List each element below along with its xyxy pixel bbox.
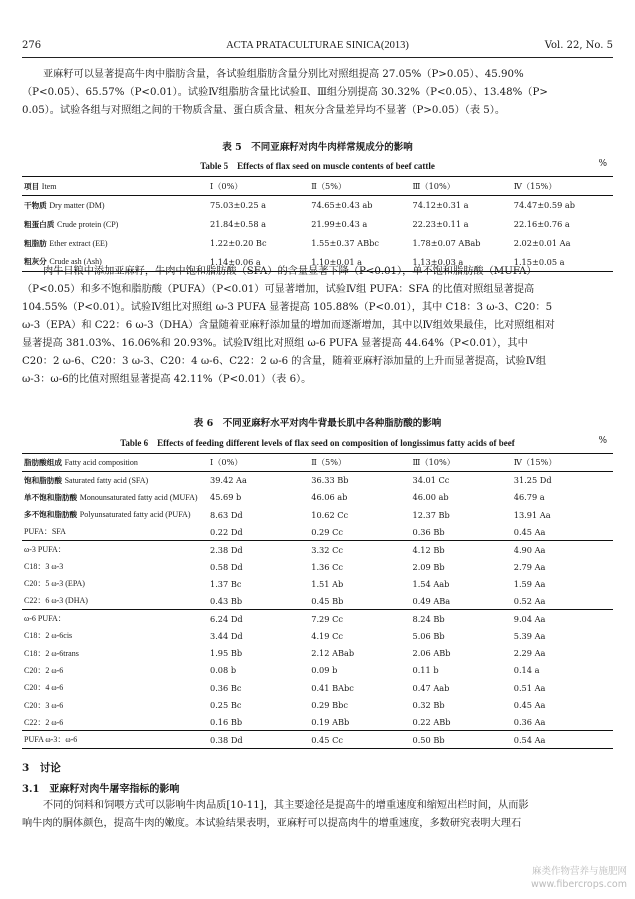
table5-unit: % xyxy=(598,159,607,169)
value-cell: 0.11 b xyxy=(412,665,439,676)
value-cell: 74.47±0.59 ab xyxy=(513,200,576,211)
value-cell: 1.15±0.05 a xyxy=(513,256,565,267)
value-cell: 5.39 Aa xyxy=(513,630,546,641)
value-cell: 1.59 Aa xyxy=(513,578,546,589)
row-label-cn: 多不饱和脂肪酸 xyxy=(24,510,78,520)
table-row xyxy=(22,489,613,506)
row-label-en: ω-6 PUFA： xyxy=(24,614,66,624)
row-label-cn: 粗脂肪 xyxy=(24,238,47,248)
text-line: 0.05）。试验各组与对照组之间的干物质含量、蛋白质含量、粗灰分含量差异均不显著（P>0.05）（表 5）。 xyxy=(22,105,506,116)
value-cell: 22.23±0.11 a xyxy=(412,219,469,229)
value-cell: 75.03±0.25 a xyxy=(210,200,267,211)
value-cell: 1.36 Cc xyxy=(311,561,343,572)
paragraph-flax-fat xyxy=(22,66,613,120)
table6-item-header xyxy=(22,454,208,472)
row-label-cn: 干物质 xyxy=(24,200,47,210)
value-cell: 2.06 ABb xyxy=(412,648,451,659)
row-label-en: Saturated fatty acid (SFA) xyxy=(64,475,149,485)
row-label-cn: 粗灰分 xyxy=(24,257,47,267)
value-cell: 8.63 Dd xyxy=(210,509,243,520)
value-cell: 1.10±0.01 a xyxy=(311,256,363,267)
table-row xyxy=(22,627,613,644)
row-label-cn: 饱和脂肪酸 xyxy=(24,475,62,485)
row-label-cell xyxy=(22,662,208,679)
watermark xyxy=(531,865,627,891)
row-label-en: PUFA ω-3：ω-6 xyxy=(24,735,78,745)
volume-info: Vol. 22, No. 5 xyxy=(544,40,613,51)
value-cell: 0.09 b xyxy=(311,665,338,676)
row-label-cell xyxy=(22,489,208,506)
text-line: 肉牛日粮中添加亚麻籽，牛肉中饱和脂肪酸（SFA）的含量显著下降（P<0.01），单不饱和脂肪酸（MUFA） xyxy=(43,266,537,277)
value-cell: 1.37 Bc xyxy=(210,578,242,589)
row-label-en: C18：2 ω-6trans xyxy=(24,648,79,658)
value-cell: 8.24 Bb xyxy=(412,613,445,624)
col-header: Ⅳ（15%） xyxy=(513,180,557,191)
row-label-cell xyxy=(22,627,208,644)
value-cell: 0.14 a xyxy=(513,665,540,676)
value-cell: 36.33 Bb xyxy=(311,475,349,486)
row-label-en: PUFA：SFA xyxy=(24,527,66,537)
table-row xyxy=(22,714,613,731)
value-cell: 31.25 Dd xyxy=(513,475,552,486)
row-label-cell xyxy=(22,558,208,575)
running-header xyxy=(22,40,613,54)
value-cell: 9.04 Aa xyxy=(513,613,546,624)
row-label-cell xyxy=(22,215,208,234)
table-row xyxy=(22,679,613,696)
row-label-cell xyxy=(22,644,208,661)
value-cell: 2.12 ABab xyxy=(311,648,355,659)
value-cell: 6.24 Dd xyxy=(210,613,243,624)
text-line: 不同的饲料和饲喂方式可以影响牛肉品质[10-11]，其主要途径是提高牛的增重速度和缩短出栏时间，从而影 xyxy=(43,800,529,811)
value-cell: 4.19 Cc xyxy=(311,630,343,641)
row-label-en: C18：2 ω-6cis xyxy=(24,631,73,641)
value-cell: 5.06 Bb xyxy=(412,630,445,641)
table-row xyxy=(22,662,613,679)
value-cell: 0.22 Dd xyxy=(210,526,243,537)
table-row xyxy=(22,215,613,234)
row-label-cell xyxy=(22,234,208,253)
value-cell: 46.00 ab xyxy=(412,492,449,503)
subsection-heading: 3.1 亚麻籽对肉牛屠宰指标的影响 xyxy=(22,784,180,795)
section-heading-discussion: 3 讨论 xyxy=(22,762,61,774)
watermark-line: www.fibercrops.com xyxy=(530,879,627,890)
value-cell: 2.09 Bb xyxy=(412,561,445,572)
paragraph-discussion xyxy=(22,797,613,833)
value-cell: 0.58 Dd xyxy=(210,561,243,572)
row-label-en: Dry matter (DM) xyxy=(49,200,105,210)
value-cell: 0.47 Aab xyxy=(412,682,450,693)
value-cell: 3.44 Dd xyxy=(210,630,243,641)
row-label-cell xyxy=(22,541,208,558)
value-cell: 45.69 b xyxy=(210,492,242,503)
value-cell: 46.06 ab xyxy=(311,492,348,503)
row-label-en: Crude protein (CP) xyxy=(56,219,119,229)
item-header-en: Item xyxy=(41,181,57,191)
table-row xyxy=(22,575,613,592)
journal-title: ACTA PRATACULTURAE SINICA(2013) xyxy=(226,40,409,51)
value-cell: 22.16±0.76 a xyxy=(513,219,570,229)
value-cell: 21.84±0.58 a xyxy=(210,219,267,229)
value-cell: 0.19 ABb xyxy=(311,717,350,728)
value-cell: 74.12±0.31 a xyxy=(412,200,469,211)
table-row xyxy=(22,644,613,661)
table5-header-row xyxy=(22,177,613,196)
value-cell: 0.38 Dd xyxy=(210,734,243,745)
value-cell: 0.16 Bb xyxy=(210,717,243,728)
table6-caption-en: Table 6 Effects of feeding different levels of flax seed on composition of longissimus fatty acids of beef xyxy=(120,438,515,448)
value-cell: 1.55±0.37 ABbc xyxy=(311,238,379,248)
row-label-en: ω-3 PUFA： xyxy=(24,545,66,555)
item-header-en: Fatty acid composition xyxy=(64,458,138,467)
text-line: （P<0.05）和多不饱和脂肪酸（PUFA）（P<0.01）可显著增加，试验Ⅳ组 PUFA：SFA 的比值对照组显著提高 xyxy=(22,284,535,295)
row-label-cell xyxy=(22,506,208,523)
text-line: 显著提高 381.03%、16.06%和 20.93%。试验Ⅳ组比对照组 ω-6 PUFA 显著提高 44.64%（P<0.01），其中 xyxy=(22,338,528,349)
value-cell: 0.50 Bb xyxy=(412,734,445,745)
value-cell: 0.51 Aa xyxy=(513,682,546,693)
value-cell: 0.36 Bc xyxy=(210,682,242,693)
row-label-cell xyxy=(22,575,208,592)
row-label-cell xyxy=(22,610,208,627)
value-cell: 3.32 Cc xyxy=(311,544,343,555)
value-cell: 0.32 Bb xyxy=(412,700,445,710)
row-label-cell xyxy=(22,679,208,696)
row-label-en: C20：3 ω-6 xyxy=(24,700,64,710)
table-row xyxy=(22,696,613,713)
row-label-en: C22：2 ω-6 xyxy=(24,717,64,727)
text-line: 亚麻籽可以显著提高牛肉中脂肪含量，各试验组脂肪含量分别比对照组提高 27.05%（P>0.05）、45.90% xyxy=(43,69,524,80)
value-cell: 39.42 Aa xyxy=(210,475,247,486)
value-cell: 0.22 ABb xyxy=(412,717,451,728)
table6 xyxy=(22,453,613,749)
value-cell: 74.65±0.43 ab xyxy=(311,200,373,211)
value-cell: 1.95 Bb xyxy=(210,648,243,659)
value-cell: 1.54 Aab xyxy=(412,578,450,589)
row-label-en: C20：4 ω-6 xyxy=(24,683,64,693)
value-cell: 0.29 Bbc xyxy=(311,700,348,710)
table6-caption-cn: 表 6 不同亚麻籽水平对肉牛背最长肌中各种脂肪酸的影响 xyxy=(193,418,442,429)
value-cell: 12.37 Bb xyxy=(412,509,450,520)
value-cell: 0.45 Aa xyxy=(513,526,546,537)
row-label-en: Ether extract (EE) xyxy=(49,238,108,248)
row-label-cell xyxy=(22,523,208,540)
value-cell: 0.52 Aa xyxy=(513,595,546,606)
row-label-cell xyxy=(22,731,208,748)
col-header: Ⅲ（10%） xyxy=(412,180,455,191)
text-line: C20：2 ω-6、C20：3 ω-3、C20：4 ω-6、C22：2 ω-6 的含量，随着亚麻籽添加量的上升而显著提高，试验Ⅳ组 xyxy=(22,356,547,367)
col-header: Ⅲ（10%） xyxy=(412,457,455,467)
row-label-en: Monounsaturated fatty acid (MUFA) xyxy=(79,492,198,502)
value-cell: 46.79 a xyxy=(513,492,545,503)
value-cell: 0.36 Bb xyxy=(412,526,445,537)
text-line: （P<0.05）、65.57%（P<0.01）。试验Ⅳ组脂肪含量比试验Ⅱ、Ⅲ组分别提高 30.32%（P<0.05）、13.48%（P> xyxy=(22,87,548,98)
col-header: Ⅳ（15%） xyxy=(513,457,557,467)
value-cell: 0.25 Bc xyxy=(210,700,242,710)
value-cell: 0.29 Cc xyxy=(311,526,343,537)
row-label-cn: 粗蛋白质 xyxy=(24,219,55,229)
value-cell: 0.08 b xyxy=(210,665,237,676)
row-label-cn: 单不饱和脂肪酸 xyxy=(24,492,78,502)
row-label-cell xyxy=(22,593,208,610)
table5 xyxy=(22,176,613,272)
value-cell: 1.78±0.07 ABab xyxy=(412,238,481,248)
header-rule xyxy=(22,57,613,58)
value-cell: 1.22±0.20 Bc xyxy=(210,238,267,248)
value-cell: 2.02±0.01 Aa xyxy=(513,238,571,248)
value-cell: 2.38 Dd xyxy=(210,544,243,555)
table6-body xyxy=(22,472,613,749)
col-header: Ⅱ（5%） xyxy=(311,457,347,467)
table5-item-header xyxy=(22,177,208,196)
text-line: 104.55%（P<0.01）。试验Ⅳ组比对照组 ω-3 PUFA 显著提高 105.88%（P<0.01），其中 C18：3 ω-3、C20：5 xyxy=(22,302,553,313)
item-header-cn: 脂肪酸组成 xyxy=(24,458,62,467)
row-label-en: C18：3 ω-3 xyxy=(24,562,64,572)
value-cell: 0.36 Aa xyxy=(513,717,546,728)
table-row xyxy=(22,558,613,575)
row-label-en: Crude ash (Ash) xyxy=(49,257,102,267)
value-cell: 2.79 Aa xyxy=(513,561,546,572)
item-header-cn: 项目 xyxy=(24,181,40,191)
row-label-en: Polyunsaturated fatty acid (PUFA) xyxy=(79,510,191,520)
table-row xyxy=(22,731,613,748)
value-cell: 0.41 BAbc xyxy=(311,682,354,693)
col-header: Ⅱ（5%） xyxy=(311,180,347,191)
table5-caption-cn: 表 5 不同亚麻籽对肉牛肉样常规成分的影响 xyxy=(222,142,413,153)
table-row xyxy=(22,196,613,215)
value-cell: 4.90 Aa xyxy=(513,544,546,555)
value-cell: 0.43 Bb xyxy=(210,595,243,606)
col-header: Ⅰ（0%） xyxy=(210,180,243,191)
value-cell: 13.91 Aa xyxy=(513,509,551,520)
table-row xyxy=(22,523,613,540)
value-cell: 21.99±0.43 a xyxy=(311,219,368,229)
table-row xyxy=(22,472,613,489)
table6-header-row xyxy=(22,454,613,472)
table-row xyxy=(22,234,613,253)
row-label-cell xyxy=(22,696,208,713)
row-label-en: C22：6 ω-3 (DHA) xyxy=(24,596,88,606)
value-cell: 1.51 Ab xyxy=(311,578,344,589)
value-cell: 34.01 Cc xyxy=(412,475,450,486)
text-line: 响牛肉的胴体颜色，提高牛肉的嫩度。本试验结果表明，亚麻籽可以提高肉牛的增重速度，多数研究表明大理石 xyxy=(22,818,522,829)
value-cell: 0.45 Bb xyxy=(311,595,344,606)
table5-caption-en: Table 5 Effects of flax seed on muscle contents of beef cattle xyxy=(200,161,435,171)
row-label-cell xyxy=(22,714,208,731)
paragraph-fatty-acids xyxy=(22,263,613,389)
value-cell: 2.29 Aa xyxy=(513,648,546,659)
page-number: 276 xyxy=(22,40,42,51)
table-row xyxy=(22,541,613,558)
table-row xyxy=(22,610,613,627)
table-row xyxy=(22,593,613,610)
value-cell: 7.29 Cc xyxy=(311,613,343,624)
table-row xyxy=(22,506,613,523)
table6-unit: % xyxy=(598,436,607,446)
text-line: ω-3：ω-6的比值对照组显著提高 42.11%（P<0.01）（表 6）。 xyxy=(22,374,312,385)
value-cell: 1.13±0.03 a xyxy=(412,256,464,267)
value-cell: 1.14±0.06 a xyxy=(210,256,261,267)
value-cell: 10.62 Cc xyxy=(311,509,349,520)
row-label-en: C20：2 ω-6 xyxy=(24,665,64,675)
table5-body xyxy=(22,196,613,272)
value-cell: 0.49 ABa xyxy=(412,595,451,606)
value-cell: 0.45 Cc xyxy=(311,734,343,745)
row-label-en: C20：5 ω-3 (EPA) xyxy=(24,579,85,589)
col-header: Ⅰ（0%） xyxy=(210,457,243,467)
watermark-line: 麻类作物营养与施肥网 xyxy=(531,866,627,877)
text-line: ω-3（EPA）和 C22：6 ω-3（DHA）含量随着亚麻籽添加量的增加而逐渐增加，其中以Ⅳ组效果最佳，比对照组相对 xyxy=(22,320,555,331)
row-label-cell xyxy=(22,472,208,489)
value-cell: 0.45 Aa xyxy=(513,700,546,710)
row-label-cell xyxy=(22,196,208,215)
value-cell: 0.54 Aa xyxy=(513,734,546,745)
value-cell: 4.12 Bb xyxy=(412,544,445,555)
